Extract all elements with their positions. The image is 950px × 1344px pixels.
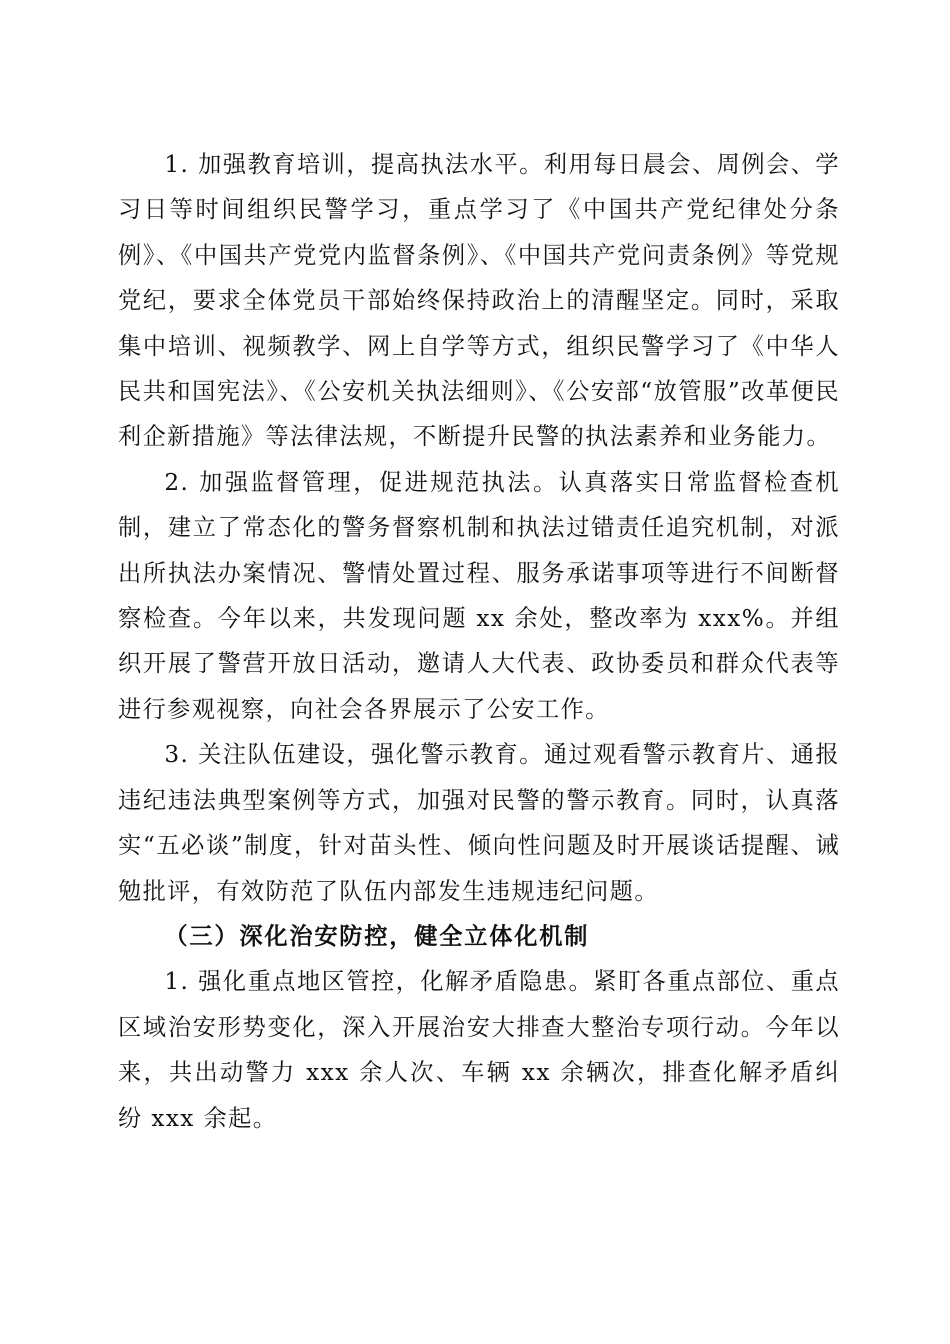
section-heading: （三）深化治安防控，健全立体化机制 [164,922,590,950]
paragraph-key-area-control: 1. 强化重点地区管控，化解矛盾隐患。紧盯各重点部位、重点区域治安形势变化，深入开展治安大排查大整治专项行动。今年以来，共出动警力 xxx 余人次、车辆 xx 余辆次，排查化解矛盾纠纷 xxx 余起。 [118,968,840,1132]
document-body [118,142,840,1141]
paragraph-supervision-management: 2. 加强监督管理，促进规范执法。认真落实日常监督检查机制，建立了常态化的警务督察机制和执法过错责任追究机制，对派出所执法办案情况、警情处置过程、服务承诺事项等进行不间断督察检查。今年以来，共发现问题 xx 余处，整改率为 xxx%。并组织开展了警营开放日活动，邀请人大代表、政协委员和群众代表等进行参观视察，向社会各界展示了公安工作。 [118,468,840,723]
paragraph-team-building: 3. 关注队伍建设，强化警示教育。通过观看警示教育片、通报违纪违法典型案例等方式，加强对民警的警示教育。同时，认真落实“五必谈”制度，针对苗头性、倾向性问题及时开展谈话提醒、诫勉批评，有效防范了队伍内部发生违规违纪问题。 [118,741,840,905]
paragraph-education-training: 1. 加强教育培训，提高执法水平。利用每日晨会、周例会、学习日等时间组织民警学习，重点学习了《中国共产党纪律处分条例》、《中国共产党党内监督条例》、《中国共产党问责条例》等党规党纪，要求全体党员干部始终保持政治上的清醒坚定。同时，采取集中培训、视频教学、网上自学等方式，组织民警学习了《中华人民共和国宪法》、《公安机关执法细则》、《公安部“放管服”改革便民利企新措施》等法律法规，不断提升民警的执法素养和业务能力。 [118,151,840,451]
